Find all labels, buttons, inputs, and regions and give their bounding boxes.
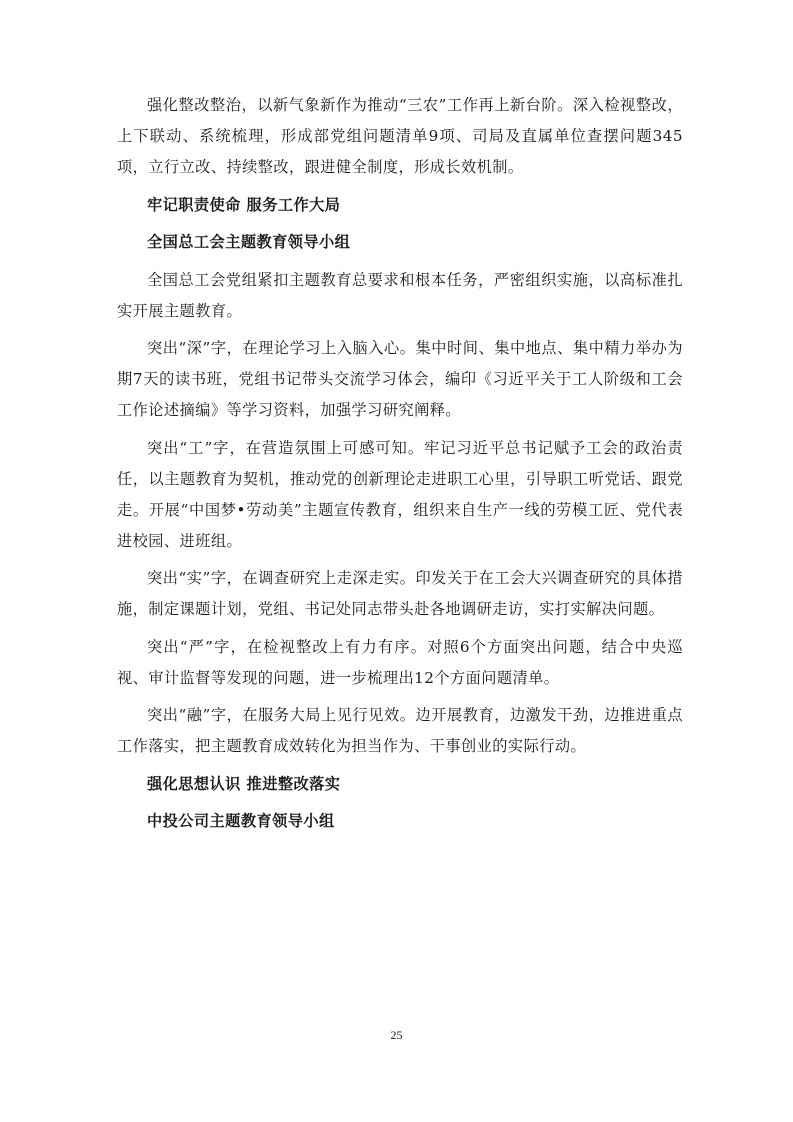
paragraph: 突出“实”字，在调查研究上走深走实。印发关于在工会大兴调查研究的具体措施，制定课题计划，党组、书记处同志带头赴各地调研走访，实打实解决问题。 bbox=[117, 569, 683, 618]
paragraph: 突出“融”字，在服务大局上见行见效。边开展教育，边激发干劲，边推进重点工作落实，把主题教育成效转化为担当作为、干事创业的实际行动。 bbox=[117, 706, 683, 755]
section-subheading: 中投公司主题教育领导小组 bbox=[147, 812, 335, 830]
section-heading: 牢记职责使命 服务工作大局 bbox=[147, 195, 341, 214]
document-body bbox=[117, 90, 683, 844]
section-subheading: 全国总工会主题教育领导小组 bbox=[147, 233, 351, 251]
section-heading: 强化思想认识 推进整改落实 bbox=[147, 774, 341, 793]
paragraph: 全国总工会党组紧扣主题教育总要求和根本任务，严密组织实施，以高标准扎实开展主题教育。 bbox=[117, 270, 683, 320]
paragraph: 突出“严”字，在检视整改上有力有序。对照6个方面突出问题，结合中央巡视、审计监督等发现的问题，进一步梳理出12个方面问题清单。 bbox=[117, 637, 683, 687]
page-number: 25 bbox=[390, 1028, 403, 1042]
paragraph: 强化整改整治，以新气象新作为推动“三农”工作再上新台阶。深入检视整改，上下联动、系统梳理，形成部党组问题清单9项、司局及直属单位查摆问题345项，立行立改、持续整改，跟进健全制度，形成长效机制。 bbox=[117, 96, 683, 176]
paragraph: 突出“深”字，在理论学习上入脑入心。集中时间、集中地点、集中精力举办为期7天的读书班，党组书记带头交流学习体会，编印《习近平关于工人阶级和工会工作论述摘编》等学习资料，加强学习研究阐释。 bbox=[117, 339, 683, 419]
paragraph: 突出“工”字，在营造氛围上可感可知。牢记习近平总书记赋予工会的政治责任，以主题教育为契机，推动党的创新理论走进职工心里，引导职工听党话、跟党走。开展“中国梦•劳动美”主题宣传教育，组织来自生产一线的劳模工匠、党代表进校园、进班组。 bbox=[117, 438, 683, 550]
